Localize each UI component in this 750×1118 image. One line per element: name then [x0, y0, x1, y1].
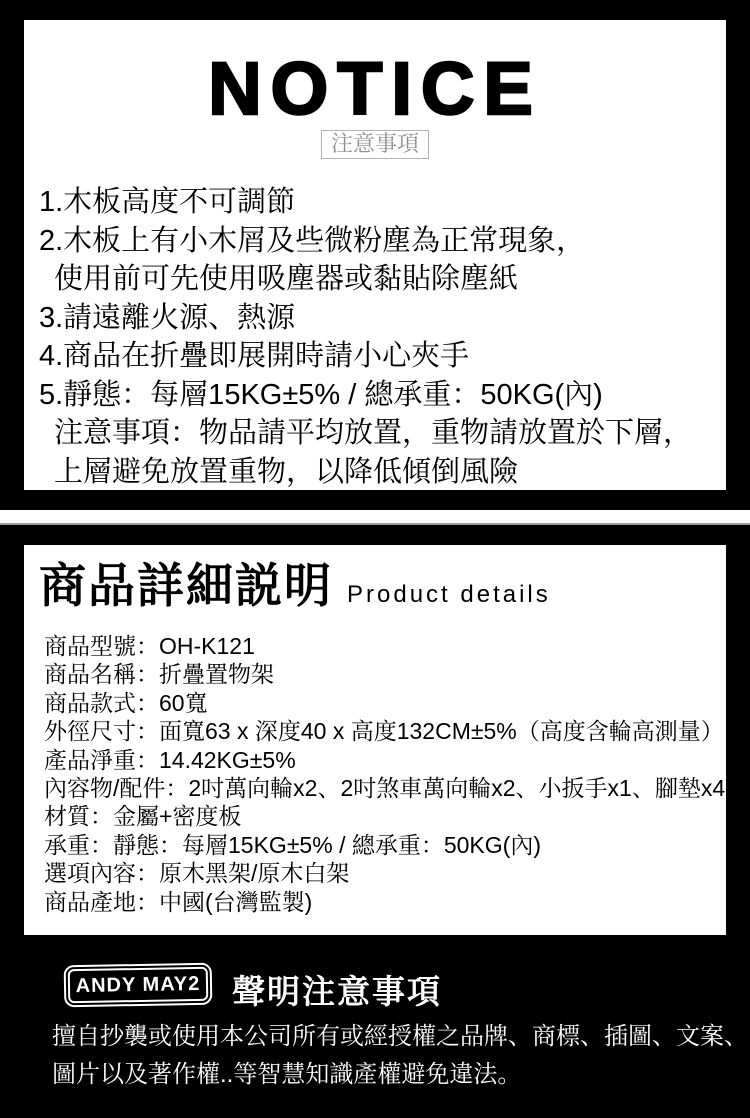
notice-line: 2.木板上有小木屑及些微粉塵為正常現象，	[39, 224, 586, 257]
notice-line: 3.請遠離火源、熱源	[39, 301, 296, 334]
notice-tag-label: 注意事項	[321, 130, 429, 159]
spec-line: 承重：靜態：每層15KG±5% / 總承重：50KG(內)	[44, 831, 541, 858]
product-details-title-en: Product details	[347, 581, 551, 608]
spec-line: 商品產地：中國(台灣監製)	[44, 888, 313, 915]
spec-line: 產品淨重：14.42KG±5%	[44, 746, 296, 773]
spec-line: 選項內容：原木黑架/原木白架	[44, 860, 350, 887]
spec-list	[44, 632, 724, 916]
notice-list	[39, 183, 722, 491]
spec-line: 內容物/配件：2吋萬向輪x2、2吋煞車萬向輪x2、小扳手x1、腳墊x4	[44, 775, 726, 802]
spec-line: 材質：金屬+密度板	[44, 803, 242, 830]
disclaimer-line: 圖片以及著作權..等智慧知識產權避免違法。	[52, 1061, 522, 1088]
notice-line: 上層避免放置重物，以降低傾倒風險	[54, 455, 519, 488]
spec-line: 外徑尺寸：面寬63 x 深度40 x 高度132CM±5%（高度含輪高測量）	[44, 718, 724, 745]
notice-panel	[24, 20, 726, 490]
disclaimer-line: 擅自抄襲或使用本公司所有或經授權之品牌、商標、插圖、文案、	[52, 1023, 748, 1050]
product-details-title	[39, 549, 551, 616]
notice-line: 5.靜態：每層15KG±5% / 總承重：50KG(內)	[39, 378, 603, 411]
brand-logo	[64, 963, 213, 1008]
statement-title: 聲明注意事項	[232, 973, 442, 1010]
spec-line: 商品款式：60寬	[44, 689, 208, 716]
spec-line: 商品名稱：折疊置物架	[44, 661, 274, 688]
notice-title: NOTICE	[208, 47, 542, 130]
notice-line: 使用前可先使用吸塵器或黏貼除塵紙	[54, 263, 519, 295]
notice-line: 1.木板高度不可調節	[39, 186, 296, 218]
spec-line: 商品型號：OH-K121	[44, 633, 255, 659]
disclaimer	[52, 1018, 748, 1094]
notice-line: 注意事項：物品請平均放置，重物請放置於下層，	[54, 417, 693, 449]
product-details-title-zh: 商品詳細説明	[39, 559, 333, 612]
notice-line: 4.商品在折疊即展開時請小心夾手	[39, 340, 470, 372]
section-divider	[0, 510, 750, 525]
brand-logo-text: ANDY MAY2	[68, 967, 209, 1003]
product-details-panel	[24, 545, 726, 935]
